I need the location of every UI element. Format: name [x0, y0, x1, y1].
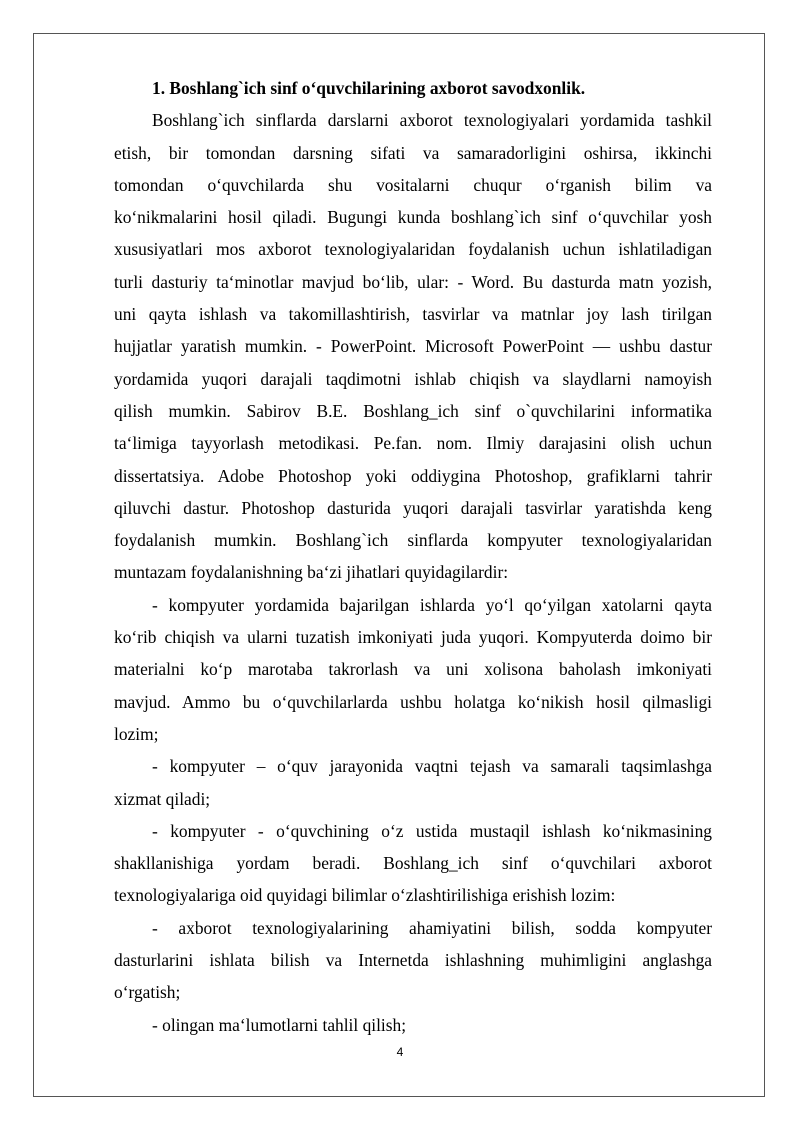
- text-line: - olingan ma‘lumotlarni tahlil qilish;: [152, 1014, 407, 1035]
- text-line: foydalanish mumkin. Boshlang`ich sinflarda kompyuter texnologiyalaridan: [114, 530, 712, 551]
- text-line: muntazam foydalanishning ba‘zi jihatlari quyidagilardir:: [114, 562, 509, 583]
- text-line: turli dasturiy ta‘minotlar mavjud bo‘lib, ular: - Word. Bu dasturda matn yozish,: [114, 271, 712, 292]
- section-heading: 1. Boshlang`ich sinf o‘quvchilarining axborot savodxonlik.: [152, 78, 586, 98]
- text-line: - kompyuter – o‘quv jarayonida vaqtni tejash va samarali taqsimlashga: [152, 756, 712, 777]
- text-line: qilish mumkin. Sabirov B.E. Boshlang_ich sinf o`quvchilarini informatika: [114, 400, 712, 421]
- text-line: dissertatsiya. Adobe Photoshop yoki oddiygina Photoshop, grafiklarni tahrir: [114, 465, 712, 486]
- paragraph-lines: [114, 104, 712, 1041]
- document-body: [114, 72, 712, 1041]
- text-line: dasturlarini ishlata bilish va Internetda ishlashning muhimligini anglashga: [114, 950, 712, 971]
- text-line: uni qayta ishlash va takomillashtirish, tasvirlar va matnlar joy lash tirilgan: [114, 304, 712, 325]
- page-number: 4: [396, 1045, 404, 1059]
- text-line: qiluvchi dastur. Photoshop dasturida yuqori darajali tasvirlar yaratishda keng: [114, 497, 712, 518]
- text-line: ta‘limiga tayyorlash metodikasi. Pe.fan. nom. Ilmiy darajasini olish uchun: [114, 433, 712, 454]
- text-line: materialni ko‘p marotaba takrorlash va uni xolisona baholash imkoniyati: [114, 659, 712, 680]
- text-line: Boshlang`ich sinflarda darslarni axborot texnologiyalari yordamida tashkil: [152, 110, 712, 131]
- text-line: - axborot texnologiyalarining ahamiyatini bilish, sodda kompyuter: [152, 917, 712, 938]
- text-line: o‘rgatish;: [114, 982, 181, 1003]
- text-line: xususiyatlari mos axborot texnologiyalaridan foydalanish uchun ishlatiladigan: [114, 239, 712, 260]
- text-line: hujjatlar yaratish mumkin. - PowerPoint. Microsoft PowerPoint — ushbu dastur: [114, 336, 712, 357]
- text-line: texnologiyalariga oid quyidagi bilimlar o‘zlashtirilishiga erishish lozim:: [114, 885, 616, 906]
- text-line: yordamida yuqori darajali taqdimotni ishlab chiqish va slaydlarni namoyish: [114, 368, 712, 389]
- text-line: - kompyuter - o‘quvchining o‘z ustida mustaqil ishlash ko‘nikmasining: [152, 820, 712, 841]
- text-line: ko‘nikmalarini hosil qiladi. Bugungi kunda boshlang`ich sinf o‘quvchilar yosh: [114, 207, 712, 228]
- text-line: ko‘rib chiqish va ularni tuzatish imkoniyati juda yuqori. Kompyuterda doimo bir: [114, 627, 712, 648]
- text-line: mavjud. Ammo bu o‘quvchilarlarda ushbu holatga ko‘nikish hosil qilmasligi: [114, 691, 712, 712]
- text-line: tomondan o‘quvchilarda shu vositalarni chuqur o‘rganish bilim va: [114, 174, 712, 195]
- text-line: xizmat qiladi;: [114, 788, 211, 809]
- text-line: lozim;: [114, 723, 159, 744]
- text-line: shakllanishiga yordam beradi. Boshlang_ich sinf o‘quvchilari axborot: [114, 853, 712, 874]
- text-line: - kompyuter yordamida bajarilgan ishlarda yo‘l qo‘yilgan xatolarni qayta: [152, 594, 712, 615]
- text-line: etish, bir tomondan darsning sifati va samaradorligini oshirsa, ikkinchi: [114, 142, 712, 163]
